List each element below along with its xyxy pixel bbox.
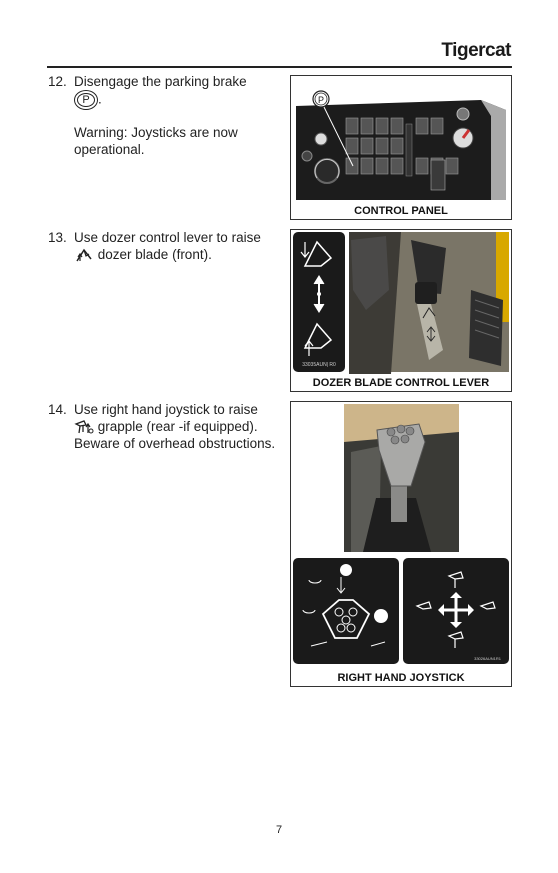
figure-caption: RIGHT HAND JOYSTICK: [337, 672, 465, 684]
warning-text: Warning: Joysticks are now operational.: [74, 125, 238, 157]
callout-label: P: [317, 95, 325, 105]
figure-caption: DOZER BLADE CONTROL LEVER: [312, 377, 490, 389]
control-panel-figure: [290, 75, 512, 220]
step-text-after: dozer blade (front).: [97, 247, 212, 262]
step-number: 14.: [48, 402, 67, 417]
step-number: 13.: [48, 230, 67, 245]
parking-brake-icon: P: [74, 90, 98, 110]
header-rule: [47, 66, 512, 68]
dozer-lever-illustration: [291, 230, 511, 374]
dozer-blade-raise-icon: [74, 247, 94, 263]
joystick-figure: [290, 401, 512, 687]
step-13: [48, 229, 278, 263]
brand-logo: Tigercat: [441, 40, 511, 61]
step-12: [48, 73, 278, 158]
decal-code: 33026AUN1R1: [474, 656, 501, 661]
step-14: [48, 401, 278, 452]
dozer-lever-figure: [290, 229, 512, 392]
control-panel-illustration: [291, 76, 511, 202]
joystick-illustration: [291, 402, 511, 668]
figure-caption: CONTROL PANEL: [354, 205, 448, 217]
step-text: Use dozer control lever to raise: [74, 230, 261, 245]
page-number: 7: [275, 824, 283, 836]
step-text: Use right hand joystick to raise: [74, 402, 258, 417]
decal-code: 33035AUN| R0: [302, 362, 336, 368]
step-text: Disengage the parking brake: [74, 74, 247, 89]
grapple-raise-icon: [74, 419, 94, 435]
step-number: 12.: [48, 74, 67, 89]
step-suffix: .: [98, 91, 102, 107]
step-text-after: grapple (rear -if equipped). Beware of overhead obstructions.: [74, 419, 276, 452]
